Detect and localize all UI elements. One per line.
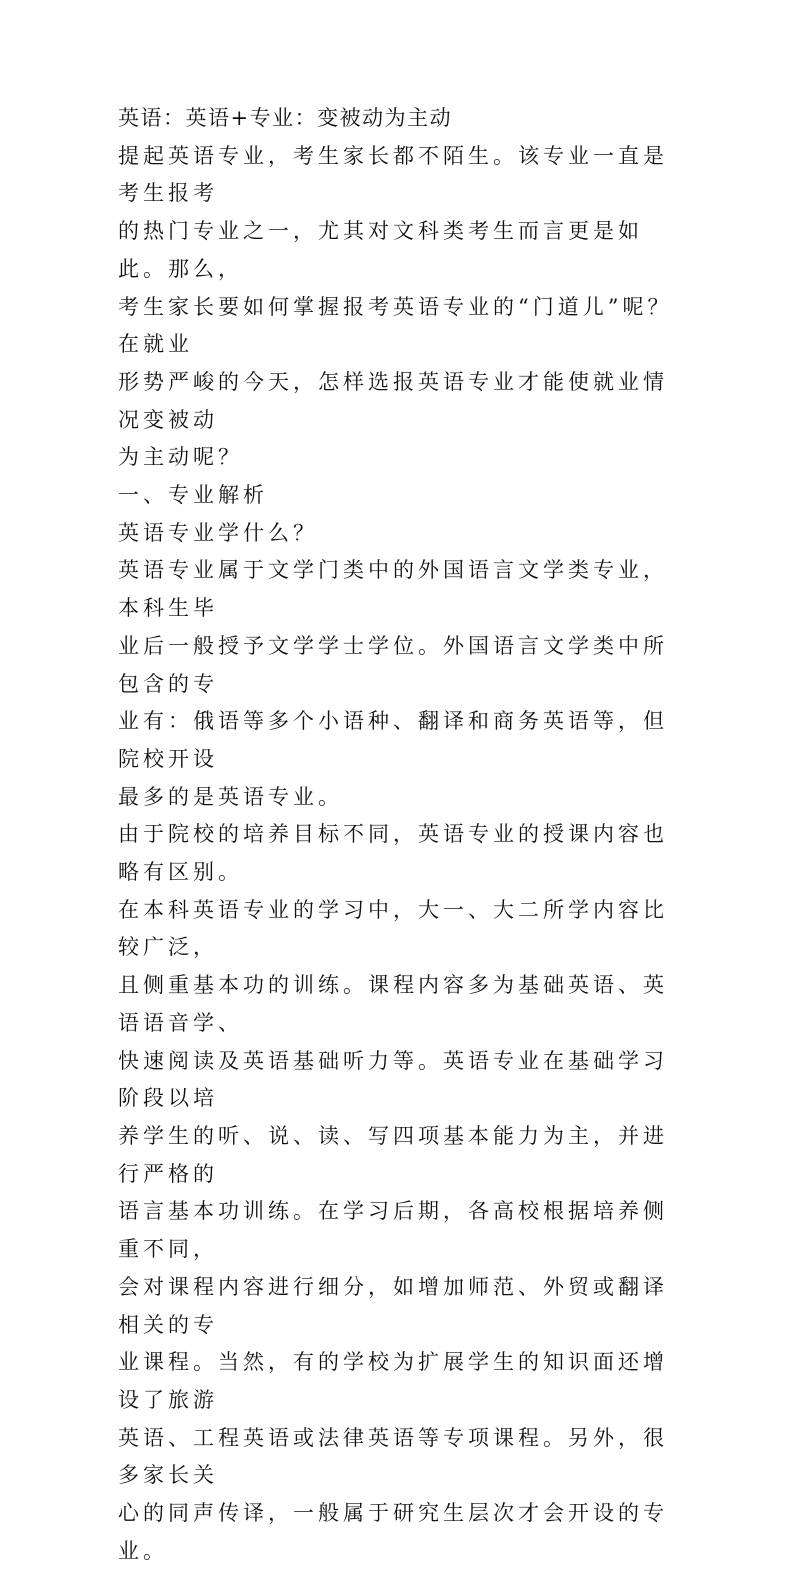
text-line: 业有：俄语等多个小语种、翻译和商务英语等，但院校开设 [118,709,668,771]
text-line: 的热门专业之一，尤其对文科类考生而言更是如此。那么， [118,219,643,281]
paragraph [118,138,683,477]
text-line: 且侧重基本功的训练。课程内容多为基础英语、英语语音学、 [118,973,668,1035]
text-line: 英语、工程英语或法律英语等专项课程。另外，很多家长关 [118,1425,668,1488]
document-page [118,100,683,1570]
text-line: 业课程。当然，有的学校为扩展学生的知识面还增设了旅游 [118,1350,668,1412]
text-line: 英语专业学什么？ [118,520,318,545]
text-line: 在本科英语专业的学习中，大一、大二所学内容比较广泛， [118,897,668,960]
text-line: 考生家长要如何掌握报考英语专业的“门道儿”呢？在就业 [118,294,673,357]
paragraph [118,477,683,515]
text-line: 提起英语专业，考生家长都不陌生。该专业一直是考生报考 [118,143,668,206]
text-line: 业后一般授予文学学士学位。外国语言文学类中所包含的专 [118,633,668,696]
document-title [118,100,683,138]
text-line: 语言基本功训练。在学习后期，各高校根据培养侧重不同， [118,1199,668,1262]
text-line: 最多的是英语专业。 [118,784,343,809]
text-line: 一、专业解析 [118,483,268,508]
text-line: 由于院校的培养目标不同，英语专业的授课内容也略有区别。 [118,822,668,885]
text-line: 英语专业属于文学门类中的外国语言文学类专业，本科生毕 [118,558,668,621]
text-line: 会对课程内容进行细分，如增加师范、外贸或翻译相关的专 [118,1274,668,1337]
text-line: 快速阅读及英语基础听力等。英语专业在基础学习阶段以培 [118,1048,668,1111]
paragraph [118,515,683,553]
text-line: 心的同声传译，一般属于研究生层次才会开设的专业。 [118,1501,668,1563]
paragraph [118,552,683,816]
text-line: 为主动呢？ [118,445,243,470]
title-line: 英语：英语+专业：变被动为主动 [118,106,453,130]
paragraph [118,816,683,1570]
document-body [118,138,683,1570]
text-line: 形势严峻的今天，怎样选报英语专业才能使就业情况变被动 [118,369,668,432]
text-line: 养学生的听、说、读、写四项基本能力为主，并进行严格的 [118,1123,668,1186]
